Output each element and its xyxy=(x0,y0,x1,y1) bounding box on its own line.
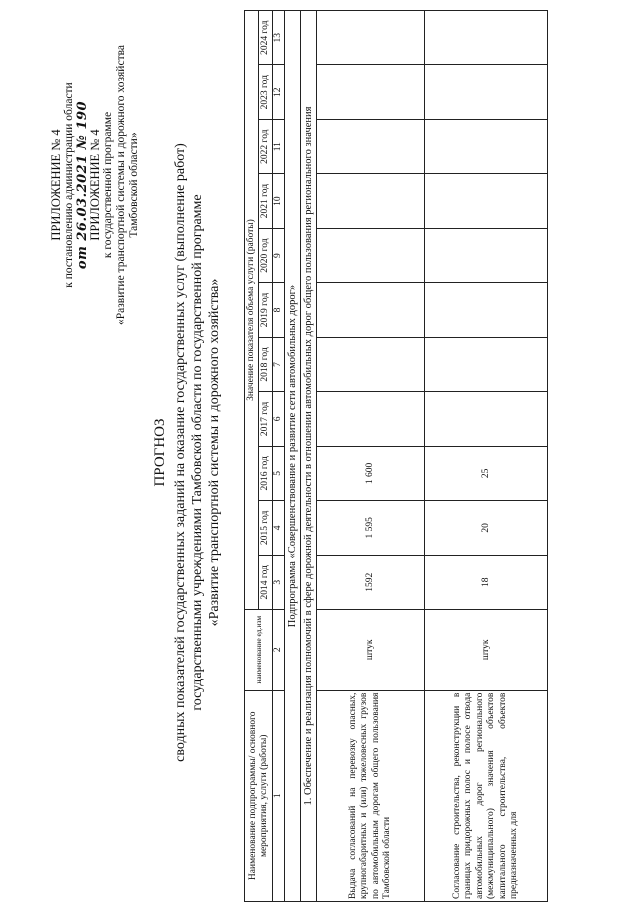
column-number: 2 xyxy=(273,610,285,691)
value-cell xyxy=(317,65,425,119)
column-number: 5 xyxy=(273,446,285,500)
column-number: 1 xyxy=(273,690,285,901)
appendix-line-7: Тамбовской области» xyxy=(128,132,140,238)
value-cell: 1 600 xyxy=(317,446,425,500)
year-header: 2014 год xyxy=(259,555,273,609)
table-row xyxy=(425,11,548,902)
value-cell xyxy=(317,11,425,65)
value-cell: 25 xyxy=(425,446,548,500)
forecast-table xyxy=(244,10,548,902)
appendix-line-5: к государственной программе xyxy=(102,111,114,259)
subprogram-title: Подпрограмма «Совершенствование и развитие сети автомобильных дорог» xyxy=(285,11,301,902)
header-name: Наименование подпрограммы/ основного мероприятия, услуги (работы) xyxy=(245,690,273,901)
value-cell xyxy=(425,392,548,446)
value-cell: 1 595 xyxy=(317,501,425,555)
column-number-row xyxy=(273,11,285,902)
activity-title: 1. Обеспечение и реализация полномочий в сфере дорожной деятельности в отношении автомобильных дорог общего пользования регионального значения xyxy=(301,11,317,902)
header-unit: наименование ед.изм xyxy=(245,610,273,691)
column-number: 12 xyxy=(273,65,285,119)
year-header: 2017 год xyxy=(259,392,273,446)
column-number: 3 xyxy=(273,555,285,609)
column-number: 4 xyxy=(273,501,285,555)
appendix-line-6: «Развитие транспортной системы и дорожного хозяйства xyxy=(115,45,127,325)
header-values: Значение показателя объема услуги (работы) xyxy=(245,11,259,610)
value-cell xyxy=(317,283,425,337)
header-row-1 xyxy=(245,11,259,902)
year-header: 2021 год xyxy=(259,174,273,228)
year-header: 2020 год xyxy=(259,228,273,282)
value-cell: 1592 xyxy=(317,555,425,609)
year-header: 2019 год xyxy=(259,283,273,337)
value-cell xyxy=(317,174,425,228)
value-cell: 18 xyxy=(425,555,548,609)
value-cell xyxy=(425,228,548,282)
year-header: 2016 год xyxy=(259,446,273,500)
value-cell xyxy=(317,337,425,391)
column-number: 7 xyxy=(273,337,285,391)
appendix-line-1: ПРИЛОЖЕНИЕ № 4 xyxy=(49,129,63,241)
year-header: 2015 год xyxy=(259,501,273,555)
appendix-line-2: к постановлению администрации области xyxy=(63,82,75,288)
year-header: 2024 год xyxy=(259,11,273,65)
value-cell xyxy=(317,119,425,173)
appendix-block xyxy=(50,20,141,350)
value-cell xyxy=(425,119,548,173)
year-header: 2018 год xyxy=(259,337,273,391)
value-cell xyxy=(425,65,548,119)
service-name: Выдача согласований на перевозку опасных, крупногабаритных и (или) тяжеловесных грузов по автомобильным дорогам общего пользования Тамбовской области xyxy=(317,690,425,901)
table-row xyxy=(317,11,425,902)
title-line-1: сводных показателей государственных заданий на оказание государственных услуг (выполнение работ) xyxy=(173,143,188,762)
column-number: 8 xyxy=(273,283,285,337)
value-cell xyxy=(425,11,548,65)
value-cell: 20 xyxy=(425,501,548,555)
appendix-line-4: ПРИЛОЖЕНИЕ № 4 xyxy=(88,129,102,241)
value-cell xyxy=(317,228,425,282)
value-cell xyxy=(425,337,548,391)
year-header: 2023 год xyxy=(259,65,273,119)
document-title xyxy=(152,80,223,825)
title-head: ПРОГНОЗ xyxy=(152,418,168,487)
year-header: 2022 год xyxy=(259,119,273,173)
value-cell xyxy=(317,392,425,446)
subprogram-row xyxy=(285,11,301,902)
column-number: 11 xyxy=(273,119,285,173)
column-number: 10 xyxy=(273,174,285,228)
activity-row xyxy=(301,11,317,902)
value-cell xyxy=(425,283,548,337)
column-number: 6 xyxy=(273,392,285,446)
service-name: Согласование строительства, реконструкции в границах придорожных полос и полосе отвода автомобильных дорог регионального (межмуниципального) значения объектов капитального строительства, объектов предназначенных для xyxy=(425,690,548,901)
handwritten-date-number: от 26.03.2021 № 190 xyxy=(75,100,90,270)
column-number: 9 xyxy=(273,228,285,282)
title-line-3: «Развитие транспортной системы и дорожного хозяйства» xyxy=(207,278,222,627)
column-number: 13 xyxy=(273,11,285,65)
unit-cell: штук xyxy=(425,610,548,691)
unit-cell: штук xyxy=(317,610,425,691)
value-cell xyxy=(425,174,548,228)
title-line-2: государственными учреждениями Тамбовской области по государственной программе xyxy=(190,194,205,711)
